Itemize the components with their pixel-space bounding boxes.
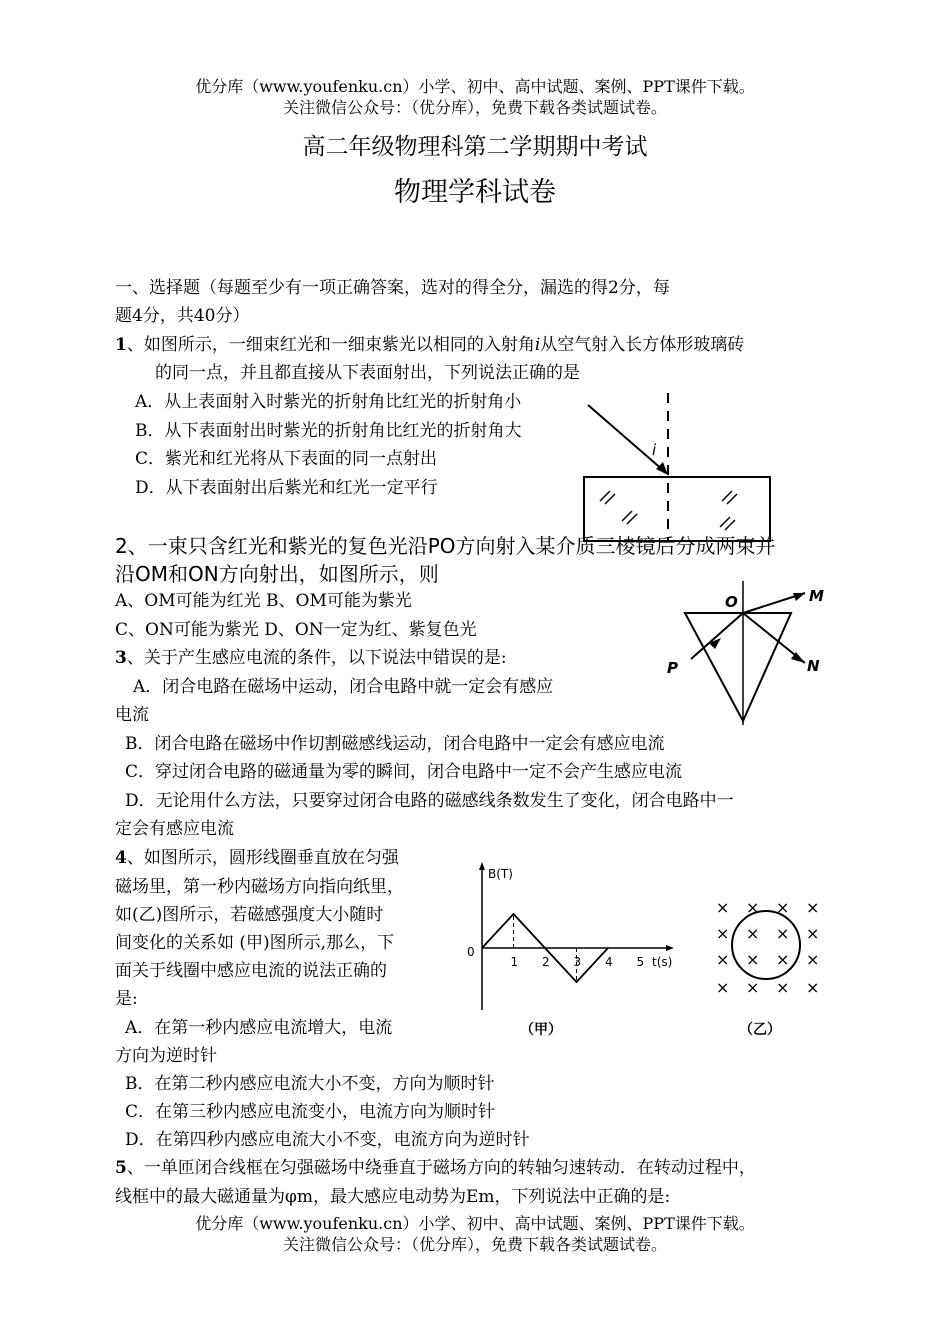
q1-var-i: i — [534, 335, 541, 355]
q5-stem — [115, 1157, 756, 1179]
field-cross-mark: × — [806, 950, 820, 969]
field-caption: （乙） — [739, 1022, 781, 1038]
field-cross-mark: × — [806, 924, 820, 943]
y-axis-arrow-icon — [479, 862, 485, 870]
glass-brick-figure — [560, 385, 780, 545]
q1-stem-part2: 从空气射入长方体形玻璃砖 — [540, 335, 745, 355]
incident-ray — [588, 405, 664, 471]
field-cross-mark: × — [806, 898, 820, 917]
section-heading-cont: 题4分，共40分） — [115, 306, 250, 326]
q4-stem-line3: 如(乙)图所示，若磁感强度大小随时 — [115, 905, 384, 925]
q1-option-d: D．从下表面射出后紫光和红光一定平行 — [135, 478, 438, 498]
ray-arrowhead-icon — [656, 462, 668, 475]
q3-option-d-cont: 定会有感应电流 — [115, 819, 234, 839]
footer-line-1: 优分库（www.youfenku.cn）小学、初中、高中试题、案例、PPT课件下载。 — [195, 1214, 755, 1233]
q4-option-b: B．在第二秒内感应电流大小不变，方向为顺时针 — [125, 1074, 495, 1094]
y-axis-label: B(T) — [488, 867, 513, 881]
q3-stem — [115, 647, 507, 669]
point-O-label: O — [725, 593, 738, 611]
graph-caption: （甲） — [520, 1022, 562, 1038]
q2-stem: 2、一束只含红光和紫光的复色光沿PO方向射入某介质三棱镜后分成两束并 — [115, 534, 776, 558]
coil-circle — [732, 911, 800, 979]
q4-option-a: A．在第一秒内感应电流增大，电流 — [125, 1018, 393, 1038]
ray-OM-arrow-icon — [793, 593, 805, 601]
q1-option-b: B．从下表面射出时紫光的折射角比红光的折射角大 — [135, 421, 522, 441]
q4-stem — [115, 847, 399, 869]
q4-stem-line6: 是: — [115, 989, 138, 1009]
ray-PO-arrow-icon — [709, 638, 721, 649]
prism-figure — [655, 575, 845, 730]
x-axis-label: t(s) — [652, 955, 673, 969]
q3-option-b: B．闭合电路在磁场中作切割磁感线运动，闭合电路中一定会有感应电流 — [125, 734, 665, 754]
field-cross-mark: × — [716, 950, 730, 969]
glass-brick — [584, 477, 770, 541]
point-N-label: N — [807, 657, 820, 675]
q1-stem — [115, 334, 744, 356]
q5-stem-cont: 线框中的最大磁通量为φm，最大感应电动势为Em，下列说法中正确的是: — [115, 1187, 671, 1207]
field-cross-mark: × — [806, 978, 820, 997]
q4-option-c: C．在第三秒内感应电流变小，电流方向为顺时针 — [125, 1102, 496, 1122]
point-M-label: M — [809, 587, 824, 605]
q5-number: 5 — [115, 1158, 127, 1178]
field-cross-mark: × — [716, 898, 730, 917]
q4-option-d: D．在第四秒内感应电流大小不变，电流方向为逆时针 — [125, 1130, 530, 1150]
field-cross-mark: × — [776, 978, 790, 997]
q3-stem-text: 、关于产生感应电流的条件，以下说法中错误的是: — [126, 648, 507, 668]
section-heading: 一、选择题（每题至少有一项正确答案，选对的得全分，漏选的得2分，每 — [115, 278, 670, 298]
field-cross-mark: × — [776, 924, 790, 943]
field-cross-mark: × — [746, 978, 760, 997]
q1-option-a: A．从上表面射入时紫光的折射角比红光的折射角小 — [135, 392, 522, 412]
point-P-label: P — [667, 659, 678, 677]
origin-label: 0 — [467, 945, 475, 959]
q1-number: 1 — [115, 335, 127, 355]
x-axis-arrow-icon — [666, 945, 674, 951]
q3-option-a-cont: 电流 — [115, 705, 149, 725]
q2-options-cd: C、ON可能为紫光 D、ON一定为红、紫复色光 — [115, 620, 477, 640]
x-tick-4: 4 — [605, 955, 613, 969]
q3-option-d: D．无论用什么方法，只要穿过闭合电路的磁感线条数发生了变化，闭合电路中一 — [125, 791, 734, 811]
q5-stem-text: 、一单匝闭合线框在匀强磁场中绕垂直于磁场方向的转轴匀速转动．在转动过程中， — [126, 1158, 756, 1178]
q4-stem-text: 、如图所示，圆形线圈垂直放在匀强 — [126, 848, 399, 868]
field-cross-mark: × — [716, 978, 730, 997]
header-line-2: 关注微信公众号：（优分库），免费下载各类试题试卷。 — [282, 98, 667, 117]
x-tick-5: 5 — [636, 955, 645, 969]
ray-PO — [691, 613, 743, 659]
prism — [685, 613, 791, 721]
field-cross-mark: × — [746, 898, 760, 917]
q4-stem-line5: 面关于线圈中感应电流的说法正确的 — [115, 961, 387, 981]
header-line-1: 优分库（www.youfenku.cn）小学、初中、高中试题、案例、PPT课件下载。 — [195, 77, 755, 96]
q4-number: 4 — [115, 848, 127, 868]
field-cross-mark: × — [716, 924, 730, 943]
x-tick-3: 3 — [573, 955, 582, 969]
q3-option-c: C．穿过闭合电路的磁通量为零的瞬间，闭合电路中一定不会产生感应电流 — [125, 762, 683, 782]
field-cross-mark: × — [746, 950, 760, 969]
q3-number: 3 — [115, 648, 127, 668]
exam-title: 高二年级物理科第二学期期中考试 — [302, 134, 648, 160]
bt-graph — [462, 858, 692, 1044]
q2-options-ab: A、OM可能为红光 B、OM可能为紫光 — [115, 591, 412, 611]
q3-option-a: A．闭合电路在磁场中运动，闭合电路中就一定会有感应 — [133, 677, 554, 697]
q2-stem-cont: 沿OM和ON方向射出，如图所示，则 — [115, 562, 439, 586]
q4-option-a-cont: 方向为逆时针 — [115, 1046, 217, 1066]
field-cross-mark: × — [746, 924, 760, 943]
footer-line-2: 关注微信公众号：（优分库），免费下载各类试题试卷。 — [282, 1235, 667, 1254]
paper-title: 物理学科试卷 — [394, 177, 556, 208]
q4-stem-line4: 间变化的关系如 (甲)图所示,那么，下 — [115, 933, 395, 953]
x-tick-2: 2 — [542, 955, 550, 969]
field-cross-mark: × — [776, 898, 790, 917]
x-tick-1: 1 — [510, 955, 519, 969]
q1-stem-cont: 的同一点，并且都直接从下表面射出，下列说法正确的是 — [155, 363, 580, 383]
q1-option-c: C．紫光和红光将从下表面的同一点射出 — [135, 449, 438, 469]
magnetic-field-figure — [703, 888, 828, 1044]
field-cross-mark: × — [776, 950, 790, 969]
q4-stem-line2: 磁场里，第一秒内磁场方向指向纸里， — [115, 877, 404, 897]
angle-label-i: i — [652, 441, 657, 459]
q1-stem-part1: 、如图所示，一细束红光和一细束紫光以相同的入射角 — [126, 335, 535, 355]
